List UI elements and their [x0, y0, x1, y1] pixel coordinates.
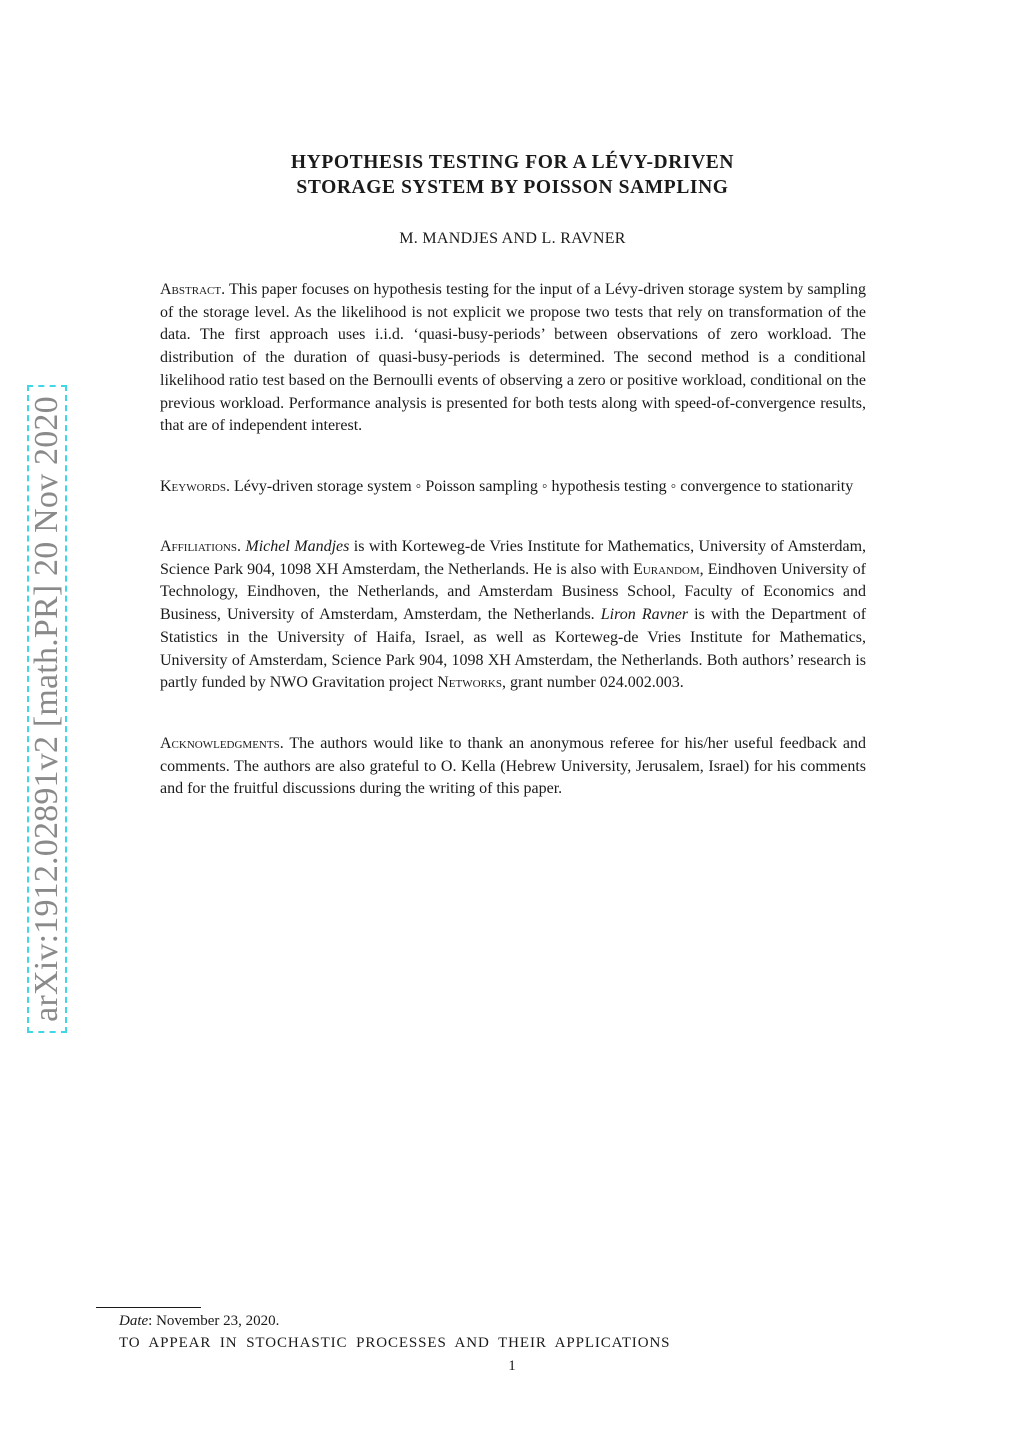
author-name-ravner: Liron Ravner [600, 606, 689, 624]
author-name-mandjes: Michel Mandjes [245, 538, 350, 555]
acknowledgments-label: Acknowledgments. [160, 735, 284, 752]
affiliations-label: Affiliations. [160, 538, 241, 555]
abstract-section [160, 279, 866, 438]
affiliation-text-4: , grant number 024.002.003. [501, 674, 684, 692]
networks-name: Networks [437, 674, 502, 692]
acknowledgments-section [160, 733, 866, 801]
keywords-text: Lévy-driven storage system ◦ Poisson sampling ◦ hypothesis testing ◦ convergence to stationarity [233, 478, 854, 495]
footnote-divider [96, 1307, 201, 1308]
title-line-2: STORAGE SYSTEM BY POISSON SAMPLING [296, 177, 729, 198]
date-value: : November 23, 2020. [148, 1313, 280, 1329]
affiliation-text-2: , Eindhoven University of Technology, Eindhoven, the Netherlands, and Amsterdam Business School, Faculty of Economics and Business, University of Amsterdam, Amsterdam, the Netherlands. [160, 560, 866, 624]
footnote-date [119, 1313, 279, 1330]
affiliations-section [160, 536, 866, 695]
abstract-text: This paper focuses on hypothesis testing for the input of a Lévy-driven storage system by sampling of the storage level. As the likelihood is not explicit we propose two tests that rely on transformation of the data. The first approach uses i.i.d. ‘quasi-busy-periods’ between observations of zero workload. The distribution of the duration of quasi-busy-periods is determined. The second method is a conditional likelihood ratio test based on the Bernoulli events of observing a zero or positive workload, conditional on the previous workload. Performance analysis is presented for both tests along with speed-of-convergence results, that are of independent interest. [160, 281, 867, 435]
author-list: M. MANDJES AND L. RAVNER [399, 230, 626, 247]
acknowledgments-text: The authors would like to thank an anonymous referee for his/her useful feedback and comments. The authors are also grateful to O. Kella (Hebrew University, Jerusalem, Israel) for his comments and for the fruitful discussions during the writing of this paper. [160, 735, 866, 798]
affiliation-text-3: is with the Department of Statistics in the University of Haifa, Israel, as well as Korteweg-de Vries Institute for Mathematics, University of Amsterdam, Science Park 904, 1098 XH Amsterdam, the Netherlands. Both authors’ research is partly funded by NWO Gravitation project [160, 606, 867, 692]
date-label: Date [119, 1313, 149, 1329]
page-number: 1 [508, 1358, 516, 1374]
eurandom-name: Eurandom [633, 560, 700, 578]
arxiv-identifier: arXiv:1912.02891v2 [math.PR] 20 Nov 2020 [28, 396, 65, 1022]
arxiv-stamp [27, 385, 67, 1033]
keywords-label: Keywords. [160, 478, 230, 495]
abstract-label: Abstract. [160, 281, 226, 298]
publication-note: TO APPEAR IN STOCHASTIC PROCESSES AND THEIR APPLICATIONS [119, 1335, 671, 1351]
keywords-section [160, 476, 866, 499]
title-line-1: HYPOTHESIS TESTING FOR A LÉVY-DRIVEN [290, 152, 735, 173]
affiliation-text-1: is with Korteweg-de Vries Institute for Mathematics, University of Amsterdam, Science Park 904, 1098 XH Amsterdam, the Netherlands. He is also with [160, 538, 867, 578]
paper-title [160, 150, 865, 200]
